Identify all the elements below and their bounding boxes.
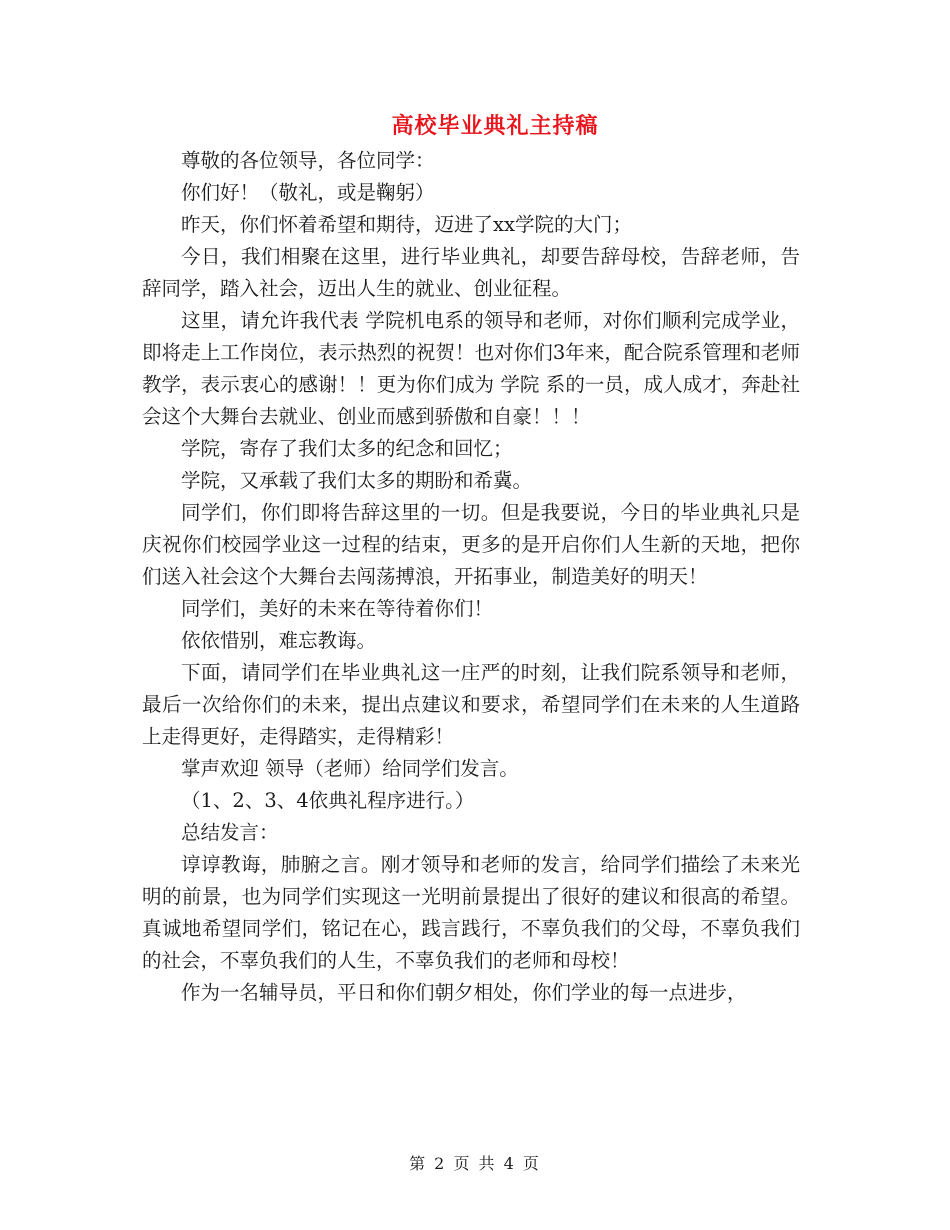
paragraph: 学院，寄存了我们太多的纪念和回忆；	[181, 437, 513, 460]
page-footer: 第 2 页 共 4 页	[409, 1154, 541, 1173]
paragraph: 同学们，你们即将告辞这里的一切。但是我要说，今日的毕业典礼只是庆祝你们校园学业这一过程的结束，更多的是开启你们人生新的天地，把你们送入社会这个大舞台去闯荡搏浪，开拓事业，制造美好的明天！	[142, 501, 800, 588]
paragraph: 尊敬的各位领导，各位同学：	[181, 149, 435, 172]
paragraph: （1、2、3、4依典礼程序进行。）	[181, 789, 475, 812]
paragraph: 昨天，你们怀着希望和期待，迈进了xx学院的大门；	[181, 213, 632, 236]
paragraph: 今日，我们相聚在这里，进行毕业典礼，却要告辞母校，告辞老师，告辞同学，踏入社会，迈出人生的就业、创业征程。	[142, 245, 800, 300]
paragraph: 你们好！（敬礼，或是鞠躬）	[181, 181, 435, 204]
paragraph: 掌声欢迎 领导（老师）给同学们发言。	[181, 757, 519, 780]
paragraph: 这里，请允许我代表 学院机电系的领导和老师，对你们顺利完成学业，即将走上工作岗位，表示热烈的祝贺！也对你们3年来，配合院系管理和老师教学，表示衷心的感谢！！更为你们成为 学院 系的一员，成人成才，奔赴社会这个大舞台去就业、创业而感到骄傲和自豪！！！	[142, 309, 800, 428]
paragraph: 谆谆教诲，肺腑之言。刚才领导和老师的发言，给同学们描绘了未来光明的前景，也为同学们实现这一光明前景提出了很好的建议和很高的希望。真诚地希望同学们，铭记在心，践言践行，不辜负我们的父母，不辜负我们的社会，不辜负我们的人生，不辜负我们的老师和母校！	[142, 853, 800, 972]
paragraph: 学院，又承载了我们太多的期盼和希冀。	[181, 469, 533, 492]
document-title: 高校毕业典礼主持稿	[391, 113, 599, 139]
paragraph: 总结发言：	[181, 821, 279, 844]
paragraph: 同学们，美好的未来在等待着你们！	[181, 597, 494, 620]
paragraph: 下面，请同学们在毕业典礼这一庄严的时刻，让我们院系领导和老师，最后一次给你们的未来，提出点建议和要求，希望同学们在未来的人生道路上走得更好，走得踏实，走得精彩！	[142, 661, 800, 748]
document-body	[142, 145, 800, 1009]
paragraph: 依依惜别，难忘教诲。	[181, 629, 377, 652]
paragraph: 作为一名辅导员，平日和你们朝夕相处，你们学业的每一点进步，	[181, 981, 747, 1004]
